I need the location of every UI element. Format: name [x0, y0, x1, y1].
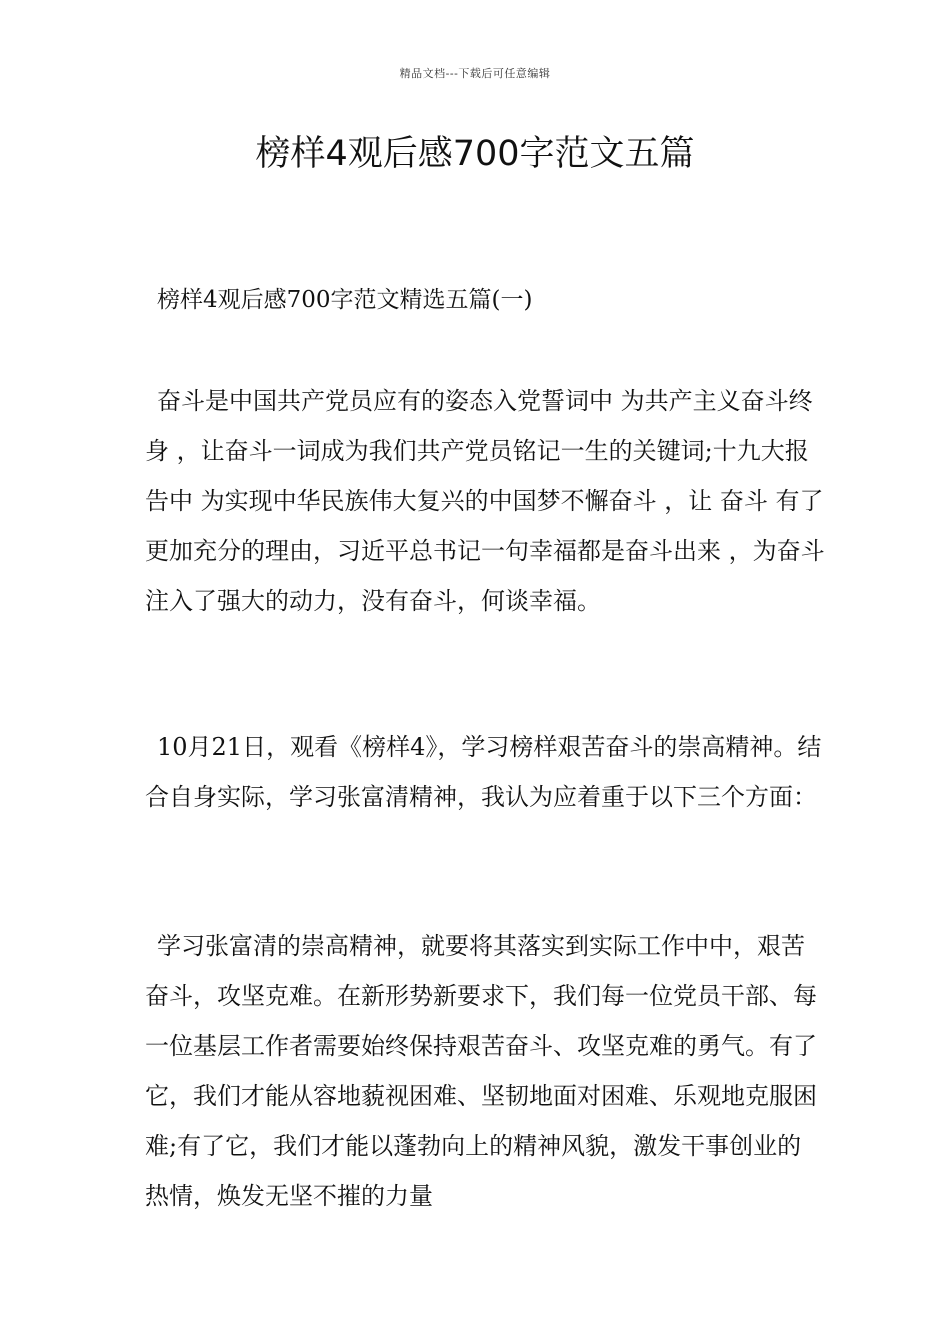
header-note: 精品文档---下载后可任意编辑: [399, 67, 551, 80]
paragraph: 10月21日，观看《榜样4》，学习榜样艰苦奋斗的崇高精神。结合自身实际，学习张富清精神，我认为应着重于以下三个方面：: [145, 733, 822, 811]
section-subtitle: 榜样4观后感700字范文精选五篇(一): [157, 287, 533, 313]
paragraph: 奋斗是中国共产党员应有的姿态入党誓词中 为共产主义奋斗终身 ，让奋斗一词成为我们共产党员铭记一生的关键词;十九大报告中 为实现中华民族伟大复兴的中国梦不懈奋斗 ，让 奋斗 有了更加充分的理由，习近平总书记一句幸福都是奋斗出来 ，为奋斗注入了强大的动力，没有奋斗，何谈幸福。: [145, 387, 825, 615]
paragraph: 学习张富清的崇高精神，就要将其落实到实际工作中中，艰苦奋斗，攻坚克难。在新形势新要求下，我们每一位党员干部、每一位基层工作者需要始终保持艰苦奋斗、攻坚克难的勇气。有了它，我们才能从容地藐视困难、坚韧地面对困难、乐观地克服困难;有了它，我们才能以蓬勃向上的精神风貌，激发干事创业的热情，焕发无坚不摧的力量: [145, 932, 817, 1210]
page-title: 榜样4观后感700字范文五篇: [255, 134, 695, 174]
